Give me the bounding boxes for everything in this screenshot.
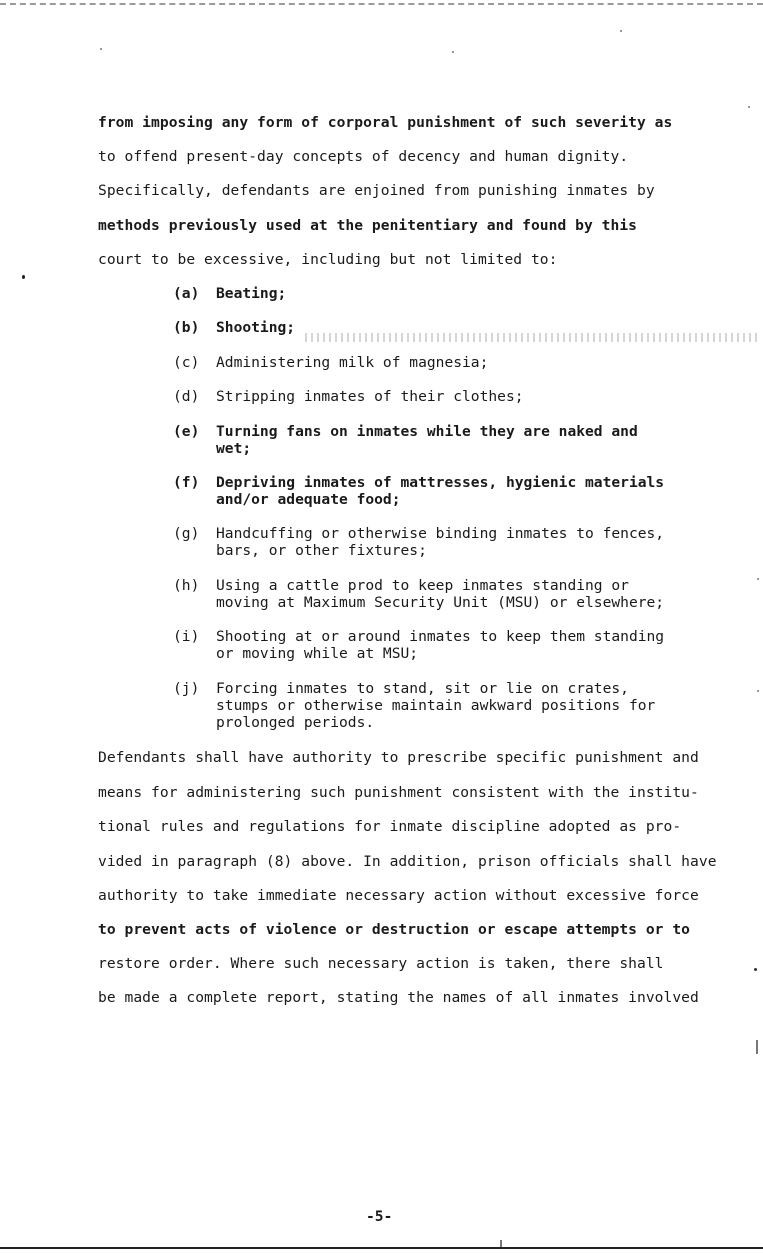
scan-speck <box>756 1040 758 1054</box>
list-item-label: (b) <box>173 319 200 336</box>
scan-speck <box>22 275 25 279</box>
page-number: -5- <box>366 1208 393 1225</box>
list-item-label: (f) <box>173 474 200 491</box>
list-item-text: Depriving inmates of mattresses, hygienic materials and/or adequate food; <box>216 474 665 508</box>
paragraph-1-line: to offend present-day concepts of decency and human dignity. <box>98 148 629 165</box>
list-item-text: Beating; <box>216 285 287 302</box>
paragraph-2-line: means for administering such punishment consistent with the institu- <box>98 784 699 801</box>
list-item-text: Using a cattle prod to keep inmates standing or moving at Maximum Security Unit (MSU) or elsewhere; <box>216 577 665 611</box>
paragraph-1-line: methods previously used at the penitentiary and found by this <box>98 217 638 234</box>
scan-speck <box>452 51 454 53</box>
list-item-label: (j) <box>173 680 200 697</box>
list-item-text: Shooting; <box>216 319 296 336</box>
scan-speck <box>757 578 759 580</box>
scan-speck <box>620 30 622 32</box>
list-item-label: (e) <box>173 423 200 440</box>
list-item-label: (h) <box>173 577 200 594</box>
list-item-text: Shooting at or around inmates to keep them standing or moving while at MSU; <box>216 628 665 662</box>
top-scan-edge <box>0 3 763 5</box>
paragraph-1-line: court to be excessive, including but not limited to: <box>98 251 558 268</box>
list-item-text: Forcing inmates to stand, sit or lie on crates, stumps or otherwise maintain awkward positions for prolonged periods. <box>216 680 656 731</box>
paragraph-1-line: from imposing any form of corporal punishment of such severity as <box>98 114 673 131</box>
list-item-text: Handcuffing or otherwise binding inmates to fences, bars, or other fixtures; <box>216 525 665 559</box>
list-item-text: Turning fans on inmates while they are naked and wet; <box>216 423 638 457</box>
paragraph-2-line: authority to take immediate necessary action without excessive force <box>98 887 699 904</box>
list-item-label: (g) <box>173 525 200 542</box>
paragraph-2-line: restore order. Where such necessary action is taken, there shall <box>98 955 664 972</box>
scan-speck <box>748 106 750 108</box>
list-item-label: (i) <box>173 628 200 645</box>
list-item-text: Administering milk of magnesia; <box>216 354 489 371</box>
scan-speck <box>100 48 102 50</box>
paragraph-1-line: Specifically, defendants are enjoined from punishing inmates by <box>98 182 655 199</box>
paragraph-2-line: tional rules and regulations for inmate discipline adopted as pro- <box>98 818 682 835</box>
list-item-text: Stripping inmates of their clothes; <box>216 388 524 405</box>
scan-noise-band <box>305 333 760 342</box>
paragraph-2-line: Defendants shall have authority to prescribe specific punishment and <box>98 749 699 766</box>
paragraph-2-line: vided in paragraph (8) above. In addition, prison officials shall have <box>98 853 717 870</box>
paragraph-2-line: to prevent acts of violence or destruction or escape attempts or to <box>98 921 691 938</box>
paragraph-2-line: be made a complete report, stating the names of all inmates involved <box>98 989 699 1006</box>
list-item-label: (c) <box>173 354 200 371</box>
list-item-label: (a) <box>173 285 200 302</box>
scan-speck <box>754 968 757 971</box>
scan-speck <box>757 690 759 692</box>
list-item-label: (d) <box>173 388 200 405</box>
bottom-scan-edge <box>0 1247 763 1249</box>
